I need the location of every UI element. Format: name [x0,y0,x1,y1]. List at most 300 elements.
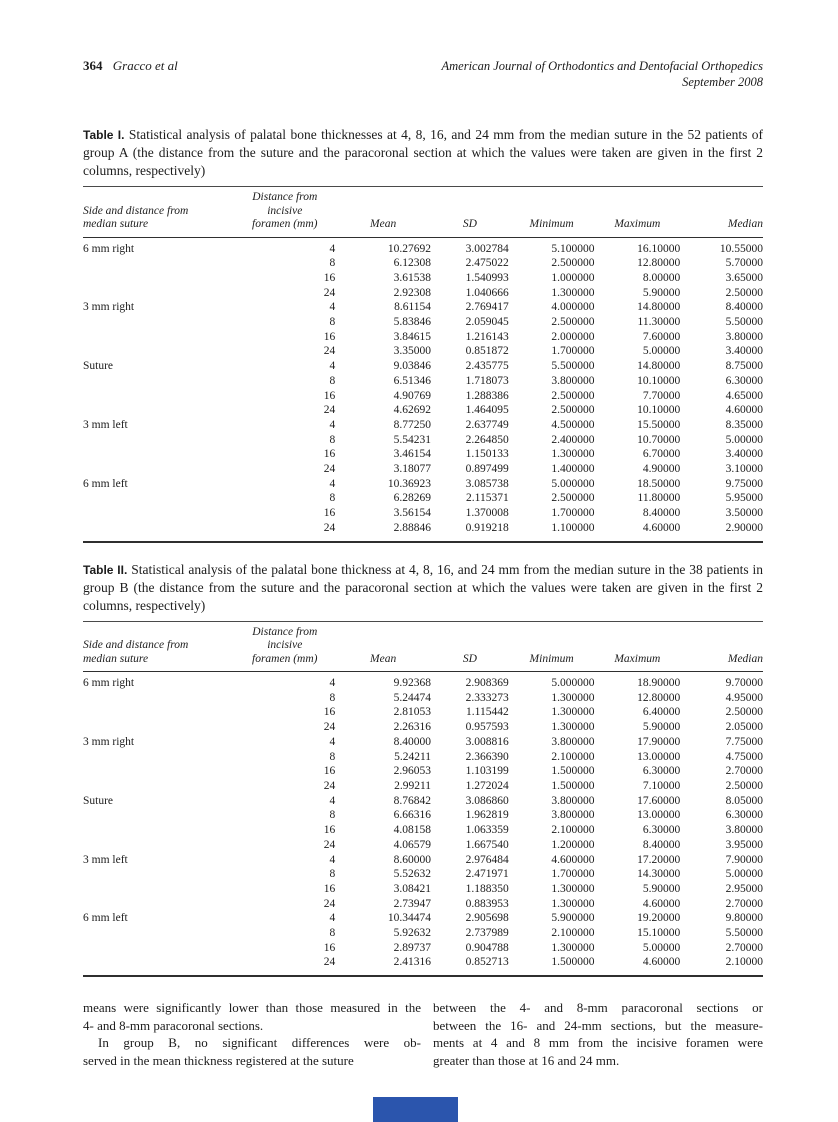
cell: 6.70000 [642,448,681,461]
cell: 1.188350 [465,882,509,895]
cell: 8.75000 [725,360,763,373]
cell: 8 [329,433,336,446]
cell: 1.216143 [465,330,509,343]
cell: 10.36923 [387,477,432,490]
body-text-left-column [83,999,421,1069]
cell: 1.500000 [551,956,595,969]
cell: 8.77250 [393,418,432,431]
row-group-label [83,808,234,823]
table-row [83,418,763,433]
cell: 1.040666 [465,286,509,299]
cell: 2.41316 [393,956,432,969]
cell: 1.500000 [551,779,595,792]
cell: 8.35000 [725,418,763,431]
cell: 2.264850 [465,433,509,446]
cell: 4 [329,418,336,431]
paragraph [83,999,421,1034]
cell: 3.65000 [725,271,763,284]
cell: 3.800000 [551,735,595,748]
cell: 2.70000 [725,897,763,910]
cell: 2.500000 [551,316,595,329]
row-group-label: 3 mm left [83,853,128,866]
cell: 4.60000 [725,404,763,417]
table-row [83,720,763,735]
cell: 4 [329,677,336,690]
row-group-label [83,750,234,765]
cell: 24 [323,956,336,969]
column-header: Median [680,187,763,238]
body-text [83,999,763,1069]
table-row [83,286,763,301]
cell: 1.115442 [466,706,509,719]
cell: 1.200000 [551,838,595,851]
cell: 24 [323,463,336,476]
cell: 4 [329,853,336,866]
cell: 6.30000 [725,809,763,822]
cell: 4.90000 [642,463,681,476]
cell: 16 [323,330,336,343]
row-group-label [83,823,234,838]
cell: 4 [329,242,336,255]
paragraph [83,1034,421,1069]
row-group-label [83,330,234,345]
cell: 2.500000 [551,389,595,402]
cell: 2.500000 [551,257,595,270]
cell: 18.90000 [637,677,681,690]
cell: 15.10000 [637,927,681,940]
cell: 3.61538 [393,271,432,284]
cell: 2.90000 [725,521,763,534]
cell: 5.50000 [725,316,763,329]
footer-blue-marker [373,1097,458,1122]
cell: 9.80000 [725,912,763,925]
cell: 9.70000 [725,677,763,690]
cell: 2.81053 [393,706,432,719]
cell: 3.40000 [725,448,763,461]
cell: 3.40000 [725,345,763,358]
cell: 7.70000 [642,389,681,402]
cell: 12.80000 [637,691,681,704]
cell: 1.300000 [551,882,595,895]
cell: 2.73947 [393,897,432,910]
row-group-label [83,491,234,506]
table-row [83,389,763,404]
cell: 4.95000 [725,691,763,704]
cell: 1.718073 [465,374,509,387]
cell: 5.100000 [551,242,595,255]
cell: 3.46154 [393,448,432,461]
cell: 4 [329,477,336,490]
cell: 4 [329,912,336,925]
row-group-label [83,315,234,330]
cell: 17.90000 [637,735,681,748]
cell: 16 [323,941,336,954]
row-group-label [83,705,234,720]
text-line: In group B, no significant differences were ob- [98,1035,421,1051]
cell: 5.00000 [642,345,681,358]
cell: 6.28269 [393,492,432,505]
cell: 2.400000 [551,433,595,446]
cell: 0.852713 [465,956,509,969]
cell: 3.35000 [393,345,432,358]
cell: 8 [329,492,336,505]
cell: 24 [323,721,336,734]
table-row [83,823,763,838]
row-group-label [83,374,234,389]
cell: 24 [323,286,336,299]
text-line: ments at 4 and 8 mm from the incisive foramen were [433,1035,763,1051]
row-group-label: 6 mm right [83,677,135,690]
cell: 5.24474 [393,691,432,704]
cell: 2.905698 [465,912,509,925]
cell: 8 [329,750,336,763]
cell: 4.000000 [551,301,595,314]
page-content [83,58,763,1070]
running-authors: Gracco et al [112,58,178,73]
journal-issue-date: September 2008 [682,75,763,89]
cell: 7.10000 [642,779,681,792]
cell: 3.95000 [725,838,763,851]
row-group-label: 6 mm right [83,242,135,255]
row-group-label: 3 mm right [83,735,135,748]
table-row [83,521,763,542]
cell: 2.500000 [551,492,595,505]
page-number: 364 [83,58,103,73]
cell: 15.50000 [637,418,681,431]
column-header: Distance from incisive foramen (mm) [234,621,335,672]
cell: 16 [323,706,336,719]
cell: 6.40000 [642,706,681,719]
cell: 2.26316 [393,721,432,734]
cell: 1.288386 [465,389,509,402]
table-row [83,447,763,462]
cell: 7.90000 [725,853,763,866]
cell: 16.10000 [637,242,681,255]
cell: 4.60000 [642,956,681,969]
cell: 2.70000 [725,941,763,954]
table-row [83,838,763,853]
cell: 2.05000 [725,721,763,734]
cell: 1.300000 [551,286,595,299]
cell: 10.27692 [387,242,432,255]
table-row [83,256,763,271]
row-group-label [83,447,234,462]
column-header: Median [680,621,763,672]
table-1 [83,186,763,543]
cell: 1.464095 [465,404,509,417]
row-group-label [83,521,234,542]
table-row [83,882,763,897]
row-group-label [83,897,234,912]
cell: 4.06579 [393,838,432,851]
cell: 0.897499 [465,463,509,476]
row-group-label [83,403,234,418]
cell: 16 [323,389,336,402]
row-group-label [83,764,234,779]
cell: 5.70000 [725,257,763,270]
cell: 24 [323,897,336,910]
cell: 2.50000 [725,706,763,719]
row-group-label [83,720,234,735]
cell: 1.103199 [465,765,509,778]
cell: 8.05000 [725,794,763,807]
column-header: SD [431,621,509,672]
cell: 3.10000 [725,463,763,476]
row-group-label [83,926,234,941]
table-row [83,867,763,882]
cell: 8.00000 [642,271,681,284]
cell: 8.40000 [725,301,763,314]
cell: 10.55000 [719,242,763,255]
cell: 7.75000 [725,735,763,748]
cell: 13.00000 [637,809,681,822]
cell: 4.500000 [551,418,595,431]
cell: 8 [329,691,336,704]
cell: 3.50000 [725,507,763,520]
cell: 3.80000 [725,330,763,343]
table-2-caption-text: Statistical analysis of the palatal bone thickness at 4, 8, 16, and 24 mm from the median suture in the 38 patients in group B (the distance from the suture and the paracoronal section at which the values were taken are given in the first 2 columns, respectively) [83,561,763,613]
table-row [83,911,763,926]
cell: 8 [329,257,336,270]
cell: 4.08158 [393,824,432,837]
row-group-label [83,389,234,404]
cell: 1.700000 [551,345,595,358]
running-head-right [442,58,764,90]
table-row [83,941,763,956]
cell: 0.957593 [465,721,509,734]
row-group-label [83,955,234,976]
row-group-label [83,867,234,882]
cell: 4 [329,794,336,807]
cell: 3.085738 [465,477,509,490]
cell: 2.115371 [466,492,509,505]
cell: 4 [329,735,336,748]
cell: 2.89737 [393,941,432,954]
row-group-label [83,941,234,956]
cell: 3.800000 [551,794,595,807]
cell: 0.851872 [465,345,509,358]
row-group-label: 6 mm left [83,477,128,490]
cell: 8 [329,374,336,387]
table-row [83,237,763,256]
row-group-label: Suture [83,360,114,373]
cell: 1.700000 [551,868,595,881]
table-row [83,300,763,315]
cell: 14.80000 [637,301,681,314]
cell: 4.60000 [642,897,681,910]
table-row [83,926,763,941]
cell: 4 [329,301,336,314]
page-header [83,58,763,90]
cell: 9.03846 [393,360,432,373]
row-group-label [83,344,234,359]
cell: 3.002784 [465,242,509,255]
table-2-caption [83,561,763,615]
table-row [83,462,763,477]
cell: 2.000000 [551,330,595,343]
table-row [83,359,763,374]
cell: 6.30000 [642,824,681,837]
cell: 2.366390 [465,750,509,763]
cell: 24 [323,838,336,851]
cell: 6.12308 [393,257,432,270]
cell: 19.20000 [637,912,681,925]
cell: 2.769417 [465,301,509,314]
column-header: Minimum [509,187,595,238]
row-group-label [83,256,234,271]
cell: 2.100000 [551,927,595,940]
table-row [83,691,763,706]
cell: 3.800000 [551,374,595,387]
cell: 16 [323,824,336,837]
cell: 1.300000 [551,941,595,954]
column-header: Mean [335,187,431,238]
cell: 2.435775 [465,360,509,373]
cell: 0.919218 [465,521,509,534]
cell: 6.66316 [393,809,432,822]
cell: 5.83846 [393,316,432,329]
table-row [83,672,763,691]
table-row [83,794,763,809]
cell: 24 [323,521,336,534]
cell: 8 [329,868,336,881]
cell: 1.700000 [551,507,595,520]
cell: 11.30000 [637,316,681,329]
table-row [83,764,763,779]
table-row [83,477,763,492]
cell: 4.65000 [725,389,763,402]
cell: 4.600000 [551,853,595,866]
cell: 2.50000 [725,779,763,792]
cell: 6.51346 [393,374,432,387]
cell: 8.60000 [393,853,432,866]
row-group-label: 6 mm left [83,912,128,925]
table-2-label: Table II. [83,562,128,577]
cell: 5.90000 [642,882,681,895]
cell: 10.34474 [387,912,432,925]
text-line: greater than those at 16 and 24 mm. [433,1052,620,1068]
cell: 5.00000 [725,868,763,881]
cell: 1.100000 [551,521,595,534]
table-row [83,344,763,359]
cell: 2.100000 [551,824,595,837]
cell: 3.56154 [393,507,432,520]
cell: 2.100000 [551,750,595,763]
cell: 3.84615 [393,330,432,343]
journal-title: American Journal of Orthodontics and Dentofacial Orthopedics [441,59,763,73]
cell: 2.88846 [393,521,432,534]
table-row [83,506,763,521]
cell: 5.92632 [393,927,432,940]
column-header: Mean [335,621,431,672]
column-header: Minimum [509,621,595,672]
cell: 16 [323,271,336,284]
row-group-label: 3 mm left [83,418,128,431]
cell: 14.30000 [637,868,681,881]
body-text-right-column [433,999,763,1069]
running-head-left [83,58,178,74]
row-group-label: Suture [83,794,114,807]
cell: 8.61154 [394,301,432,314]
row-group-label [83,506,234,521]
text-line: between the 16- and 24-mm sections, but the measure- [433,1017,763,1033]
cell: 10.10000 [637,404,681,417]
row-group-label [83,691,234,706]
column-header: Side and distance from median suture [83,621,234,672]
cell: 8.76842 [393,794,432,807]
column-header: Distance from incisive foramen (mm) [234,187,335,238]
cell: 1.063359 [465,824,509,837]
cell: 18.50000 [637,477,681,490]
cell: 2.95000 [725,882,763,895]
cell: 2.333273 [465,691,509,704]
cell: 2.475022 [465,257,509,270]
row-group-label [83,271,234,286]
header-row [83,187,763,238]
cell: 2.908369 [465,677,509,690]
cell: 4.90769 [393,389,432,402]
cell: 16 [323,507,336,520]
cell: 1.300000 [551,448,595,461]
table-row [83,897,763,912]
table-row [83,705,763,720]
table-row [83,853,763,868]
cell: 16 [323,882,336,895]
cell: 1.400000 [551,463,595,476]
cell: 8 [329,809,336,822]
cell: 2.059045 [465,316,509,329]
cell: 1.300000 [551,721,595,734]
row-group-label [83,286,234,301]
cell: 9.75000 [725,477,763,490]
cell: 12.80000 [637,257,681,270]
text-line: between the 4- and 8-mm paracoronal sections or [433,1000,763,1016]
cell: 7.60000 [642,330,681,343]
cell: 11.80000 [637,492,681,505]
cell: 24 [323,345,336,358]
cell: 13.00000 [637,750,681,763]
cell: 5.90000 [642,286,681,299]
row-group-label [83,462,234,477]
cell: 9.92368 [393,677,432,690]
cell: 1.150133 [465,448,509,461]
cell: 24 [323,779,336,792]
cell: 0.904788 [465,941,509,954]
cell: 14.80000 [637,360,681,373]
cell: 4.60000 [642,521,681,534]
cell: 8 [329,316,336,329]
row-group-label [83,779,234,794]
cell: 8.40000 [642,507,681,520]
table-row [83,315,763,330]
table-1-caption [83,126,763,180]
cell: 2.976484 [465,853,509,866]
cell: 17.60000 [637,794,681,807]
text-line: means were significantly lower than those measured in the [83,1000,421,1016]
table-row [83,433,763,448]
cell: 0.883953 [465,897,509,910]
cell: 1.540993 [465,271,509,284]
cell: 1.300000 [551,897,595,910]
cell: 5.000000 [551,477,595,490]
cell: 2.637749 [465,418,509,431]
table-row [83,403,763,418]
cell: 10.10000 [637,374,681,387]
cell: 5.24211 [394,750,432,763]
cell: 2.471971 [465,868,509,881]
table-1-caption-text: Statistical analysis of palatal bone thicknesses at 4, 8, 16, and 24 mm from the median suture in the 52 patients of group A (the distance from the suture and the paracoronal section at which the values were taken are given in the first 2 columns, respectively) [83,127,764,178]
table-row [83,330,763,345]
